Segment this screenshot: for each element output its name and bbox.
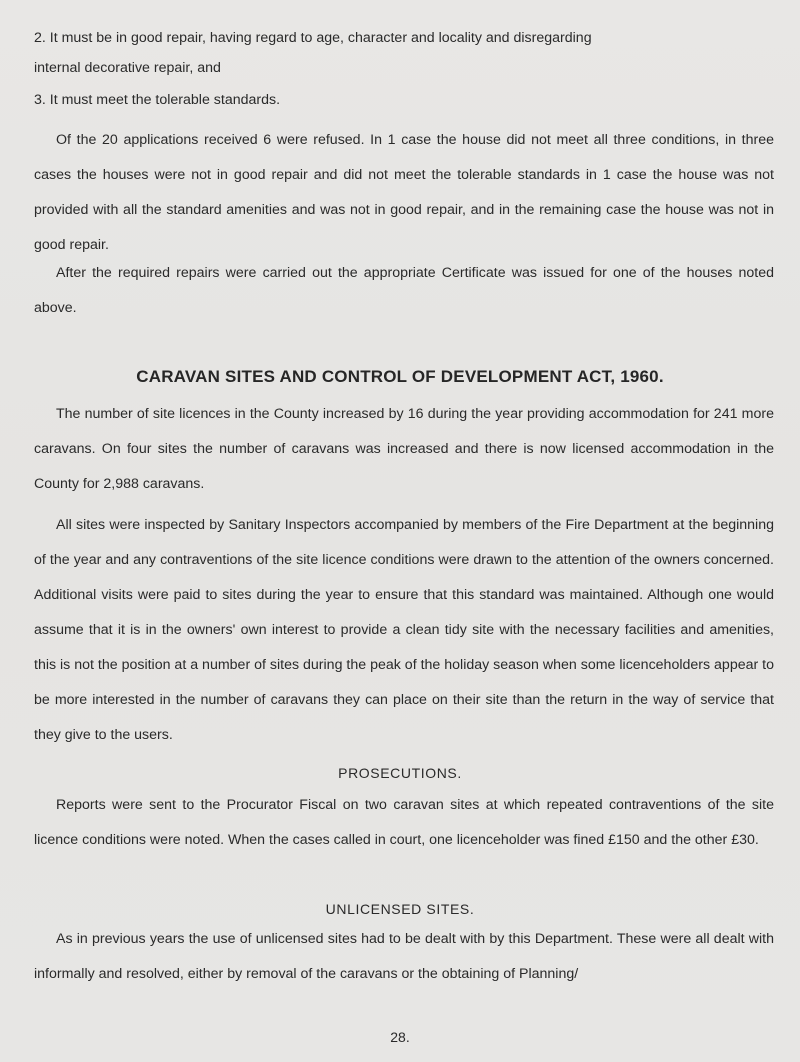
prosecutions-heading: PROSECUTIONS. (338, 765, 462, 781)
site-licences-paragraph: The number of site licences in the County increased by 16 during the year providing accommodation for 241 more caravans. On four sites the number of caravans was increased and there is now licensed accommodation in the County for 2,988 caravans. (34, 406, 774, 492)
certificate-paragraph: After the required repairs were carried out the appropriate Certificate was issued for one of the houses noted above. (34, 265, 774, 316)
prosecutions-paragraph: Reports were sent to the Procurator Fiscal on two caravan sites at which repeated contraventions of the site licence conditions were noted. When the cases called in court, one licenceholder was fined £150 and the other £30. (34, 797, 774, 848)
item-3: 3. It must meet the tolerable standards. (34, 92, 281, 108)
caravan-sites-heading: CARAVAN SITES AND CONTROL OF DEVELOPMENT ACT, 1960. (136, 367, 664, 386)
applications-paragraph: Of the 20 applications received 6 were refused. In 1 case the house did not meet all three conditions, in three cases the houses were not in good repair and did not meet the tolerable standards in 1 case the house was not provided with all the standard amenities and was not in good repair, and in the remaining case the house was not in good repair. (34, 132, 774, 253)
unlicensed-sites-heading: UNLICENSED SITES. (325, 901, 475, 917)
unlicensed-sites-paragraph: As in previous years the use of unlicensed sites had to be dealt with by this Department. These were all dealt with informally and resolved, either by removal of the caravans or the obtaining of Planning/ (34, 931, 774, 982)
item-2-line-1: 2. It must be in good repair, having regard to age, character and locality and disregarding (34, 30, 592, 46)
item-2-line-2: internal decorative repair, and (34, 60, 221, 76)
site-inspection-paragraph: All sites were inspected by Sanitary Inspectors accompanied by members of the Fire Department at the beginning of the year and any contraventions of the site licence conditions were drawn to the attention of the owners concerned. Additional visits were paid to sites during the year to ensure that this standard was maintained. Although one would assume that it is in the owners' own interest to provide a clean tidy site with the necessary facilities and amenities, this is not the position at a number of sites during the peak of the holiday season when some licenceholders appear to be more interested in the number of caravans they can place on their site than the return in the way of service that they give to the users. (34, 517, 774, 743)
page-number: 28. (390, 1029, 410, 1045)
